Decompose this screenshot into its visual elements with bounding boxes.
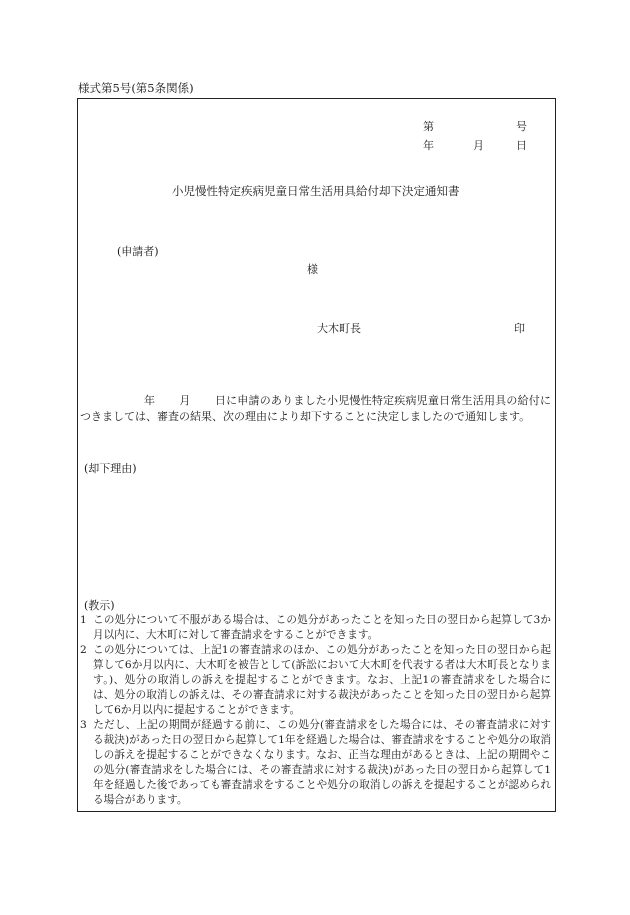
date-year: 年 — [423, 139, 434, 152]
instruction-label: (教示) — [84, 599, 115, 612]
instruction-item-number: 1 — [80, 614, 87, 626]
date-month: 月 — [473, 139, 484, 152]
instruction-item-number: 3 — [80, 719, 87, 731]
rejection-reason-label: (却下理由) — [84, 462, 137, 475]
form-number-label: 様式第5号(第5条関係) — [78, 81, 194, 95]
instruction-item-text: この処分については、上記1の審査請求のほか、この処分があったことを知った日の翌日から起算して6か月以内に、大木町を被告として(訴訟において大木町を代表する者は大木町長となります。)、処分の取消しの訴えを提起することができます。なお、上記1の審査請求をした場合には、処分の取消しの訴えは、その審査請求に対する裁決があったことを知った日の翌日から起算して6か月以内に提起することができます。 — [93, 644, 551, 716]
issuer-name: 大木町長 — [317, 322, 361, 335]
applicant-label: (申請者) — [117, 245, 159, 258]
instruction-item — [80, 718, 551, 808]
body-text: 日に申請のありました小児慢性特定疾病児童日常生活用具の給付につきましては、審査の結果、次の理由により却下することに決定しましたので通知します。 — [80, 394, 552, 423]
body-paragraph — [80, 393, 551, 425]
instruction-item — [80, 613, 551, 643]
instruction-item-number: 2 — [80, 644, 87, 656]
instruction-item — [80, 643, 551, 718]
body-month: 月 — [179, 394, 191, 407]
document-number-suffix: 号 — [516, 120, 527, 133]
body-year: 年 — [144, 394, 156, 407]
document-title: 小児慢性特定疾病児童日常生活用具給付却下決定通知書 — [172, 184, 460, 198]
instruction-item-text: ただし、上記の期間が経過する前に、この処分(審査請求をした場合には、その審査請求に対する裁決)があった日の翌日から起算して1年を経過した場合は、審査請求をすることや処分の取消しの訴えを提起することができなくなります。なお、正当な理由があるときは、上記の期間やこの処分(審査請求をした場合には、その審査請求に対する裁決)があった日の翌日から起算して1年を経過した後であっても審査請求をすることや処分の取消しの訴えを提起することが認められる場合があります。 — [93, 719, 551, 806]
date-day: 日 — [516, 139, 527, 152]
instruction-item-text: この処分について不服がある場合は、この処分があったことを知った日の翌日から起算して3か月以内に、大木町に対して審査請求をすることができます。 — [93, 614, 551, 641]
document-number-prefix: 第 — [423, 120, 434, 133]
honorific-sama: 様 — [307, 263, 318, 276]
seal-mark: 印 — [514, 322, 525, 335]
